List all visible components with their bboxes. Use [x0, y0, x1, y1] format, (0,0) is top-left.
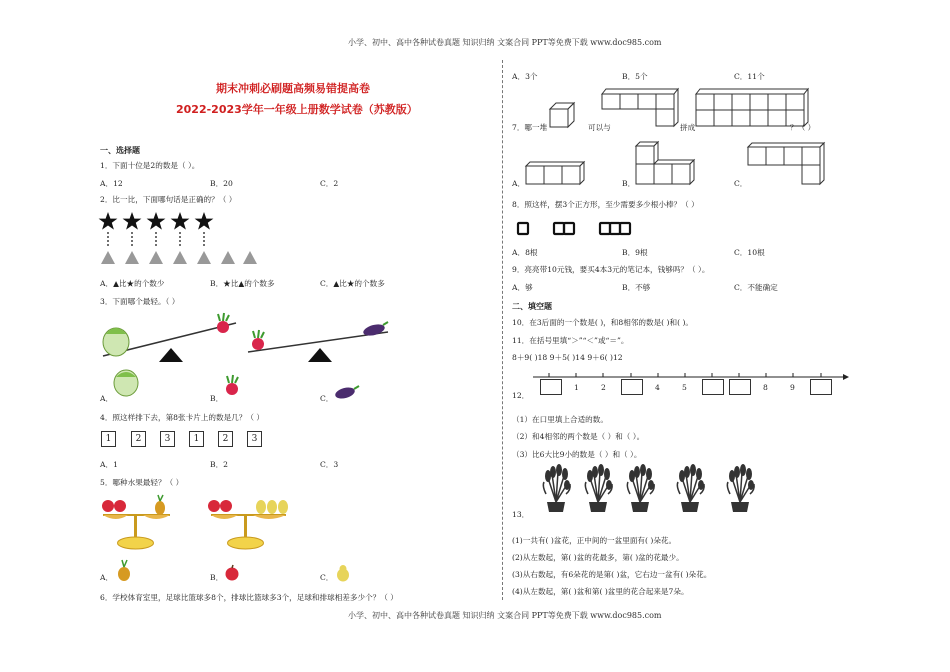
q7-text-mid: 可以与 [588, 123, 611, 132]
triangle-icon [101, 251, 115, 264]
q2-text: 2．比一比，下面哪句话是正确的？（ ） [100, 195, 237, 204]
flower-pot-icon [727, 464, 754, 512]
flower-pot-icon [627, 464, 654, 512]
number-line-blank-box[interactable] [540, 379, 562, 395]
section-fill-heading: 二、填空题 [512, 301, 552, 311]
q4-option-b[interactable]: B．2 [210, 460, 229, 469]
q13-sub1: (1)一共有( )盆花，正中间的一盆里面有( )朵花。 [512, 536, 677, 545]
q7-text-pre: 7．哪一堆 [512, 123, 548, 132]
target-block [696, 89, 808, 126]
number-line-label: 2 [601, 383, 606, 392]
q12-label: 12． [512, 391, 530, 400]
q9-text: 9．亮亮带10元钱，要买4本3元的笔记本，钱够吗？（ ）。 [512, 265, 710, 274]
q2-option-a[interactable]: A．▲比★的个数少 [100, 279, 165, 288]
q1-option-c[interactable]: C．2 [320, 179, 339, 188]
q8-text: 8．照这样，摆3个正方形，至少需要多少根小棒？（ ） [512, 200, 699, 209]
q7-option-a[interactable]: A． [512, 179, 526, 188]
q5-option-a[interactable]: A． [100, 573, 114, 582]
q9-option-c[interactable]: C．不能确定 [734, 283, 778, 292]
number-line-label: 4 [655, 383, 660, 392]
eggplant-icon [334, 384, 360, 400]
triangle-icon [243, 251, 257, 264]
flower-pot-icon [585, 464, 612, 512]
number-line-label: 8 [763, 383, 768, 392]
q8-option-c[interactable]: C．10根 [734, 248, 765, 257]
q5-option-b[interactable]: B． [210, 573, 224, 582]
radish-icon [222, 374, 242, 398]
star-icon [195, 212, 214, 230]
q6-option-c[interactable]: C．11个 [734, 72, 765, 81]
balance-scale-figure [98, 493, 308, 553]
single-cube [550, 103, 574, 127]
number-card: 1 [101, 431, 116, 447]
matchstick-squares-figure [514, 220, 644, 238]
q4-option-c[interactable]: C．3 [320, 460, 339, 469]
number-line-label: 5 [682, 383, 687, 392]
balance-scale [102, 495, 170, 549]
q7-option-c[interactable]: C． [734, 179, 748, 188]
q13-sub4: (4)从左数起，第( )盆和第( )盆里的花合起来是7朵。 [512, 587, 689, 596]
q8-option-b[interactable]: B．9根 [622, 248, 648, 257]
number-line-blank-box[interactable] [702, 379, 724, 395]
star-icon [171, 212, 190, 230]
star-icon [99, 212, 118, 230]
q1-option-b[interactable]: B．20 [210, 179, 233, 188]
q7-option-b[interactable]: B． [622, 179, 636, 188]
q4-text: 4．照这样排下去，第8张卡片上的数是几？（ ） [100, 413, 264, 422]
q1-option-a[interactable]: A．12 [100, 179, 123, 188]
triangle-icon [125, 251, 139, 264]
option-b-block [636, 142, 694, 184]
q11-comparisons: 8＋9( )18 9＋5( )14 9＋6( )12 [512, 353, 623, 362]
q6-option-a[interactable]: A．3个 [512, 72, 538, 81]
q13-label: 13． [512, 510, 530, 519]
number-line-label: 1 [574, 383, 579, 392]
balance-scale [208, 500, 288, 549]
q5-text: 5．哪种水果最轻？（ ） [100, 478, 184, 487]
q11-text: 11．在括号里填“＞”“＜”或“＝”。 [512, 336, 629, 345]
page-footer: 小学、初中、高中各种试卷真题 知识归纳 文案合同 PPT等免费下载 www.doc985.com [348, 611, 662, 620]
radish-icon [217, 313, 229, 333]
number-card: 2 [218, 431, 233, 447]
number-line-blank-box[interactable] [729, 379, 751, 395]
triangle-icon [221, 251, 235, 264]
triangle-icon [197, 251, 211, 264]
triangle-icon [173, 251, 187, 264]
pineapple-icon [116, 560, 132, 582]
q7-option-figures [524, 140, 854, 190]
q12-sub2: （2）和4相邻的两个数是（ ）和（ ）。 [512, 432, 645, 441]
q13-sub2: (2)从左数起，第( )盆的花最多，第( )盆的花最少。 [512, 553, 684, 562]
q7-text-post: 拼成 [680, 123, 696, 132]
q3-option-b[interactable]: B． [210, 394, 224, 403]
pear-icon [335, 562, 351, 582]
radish-icon [252, 330, 264, 350]
q3-option-a[interactable]: A． [100, 394, 114, 403]
flower-pot-icon [543, 464, 570, 512]
star-icon [123, 212, 142, 230]
number-card: 3 [160, 431, 175, 447]
q10-text: 10．在3后面的一个数是( )，和8相邻的数是( )和( )。 [512, 318, 694, 327]
flower-pot-icon [677, 464, 704, 512]
q12-sub1: （1）在口里填上合适的数。 [512, 415, 608, 424]
cabbage-icon [112, 368, 140, 398]
q3-option-c[interactable]: C． [320, 394, 334, 403]
q8-option-a[interactable]: A．8根 [512, 248, 538, 257]
flower-pots-figure [540, 464, 770, 516]
q9-option-b[interactable]: B．不够 [622, 283, 651, 292]
triangle-icon [149, 251, 163, 264]
q2-option-b[interactable]: B．★比▲的个数多 [210, 279, 275, 288]
q7-text-end: ？（ ） [790, 123, 816, 132]
option-c-block [748, 143, 824, 184]
seesaw-figure [98, 312, 398, 367]
q9-option-a[interactable]: A．够 [512, 283, 533, 292]
q1-text: 1．下面十位是2的数是（ ）。 [100, 161, 200, 170]
star-icon [147, 212, 166, 230]
number-line-blank-box[interactable] [621, 379, 643, 395]
q6-option-b[interactable]: B．5个 [622, 72, 648, 81]
q4-option-a[interactable]: A．1 [100, 460, 118, 469]
q3-text: 3．下面哪个最轻。（ ） [100, 297, 180, 306]
number-card: 2 [131, 431, 146, 447]
number-card: 3 [247, 431, 262, 447]
q13-sub3: (3)从右数起，有6朵花的是第( )盆，它右边一盆有( )朵花。 [512, 570, 712, 579]
exam-title: 期末冲刺必刷题高频易错提高卷 [216, 82, 370, 95]
q12-sub3: （3）比6大比9小的数是（ ）和（ ）。 [512, 450, 642, 459]
star-triangle-figure [98, 210, 248, 268]
q6-text: 6．学校体育室里，足球比篮球多8个，排球比篮球多3个，足球和排球相差多少个？（ ） [100, 593, 398, 602]
number-line-blank-box[interactable] [810, 379, 832, 395]
exam-subtitle: 2022-2023学年一年级上册数学试卷（苏教版） [176, 103, 418, 116]
q2-option-c[interactable]: C．▲比★的个数多 [320, 279, 385, 288]
l-shape-block [602, 89, 678, 126]
page-header: 小学、初中、高中各种试卷真题 知识归纳 文案合同 PPT等免费下载 www.doc985.com [348, 38, 662, 47]
number-card: 1 [189, 431, 204, 447]
section-choice-heading: 一、选择题 [100, 145, 140, 155]
apple-icon [224, 565, 240, 581]
cabbage-icon [103, 328, 129, 356]
column-divider [502, 60, 503, 600]
option-a-block [526, 162, 584, 184]
q5-option-c[interactable]: C． [320, 573, 334, 582]
number-line-label: 9 [790, 383, 795, 392]
